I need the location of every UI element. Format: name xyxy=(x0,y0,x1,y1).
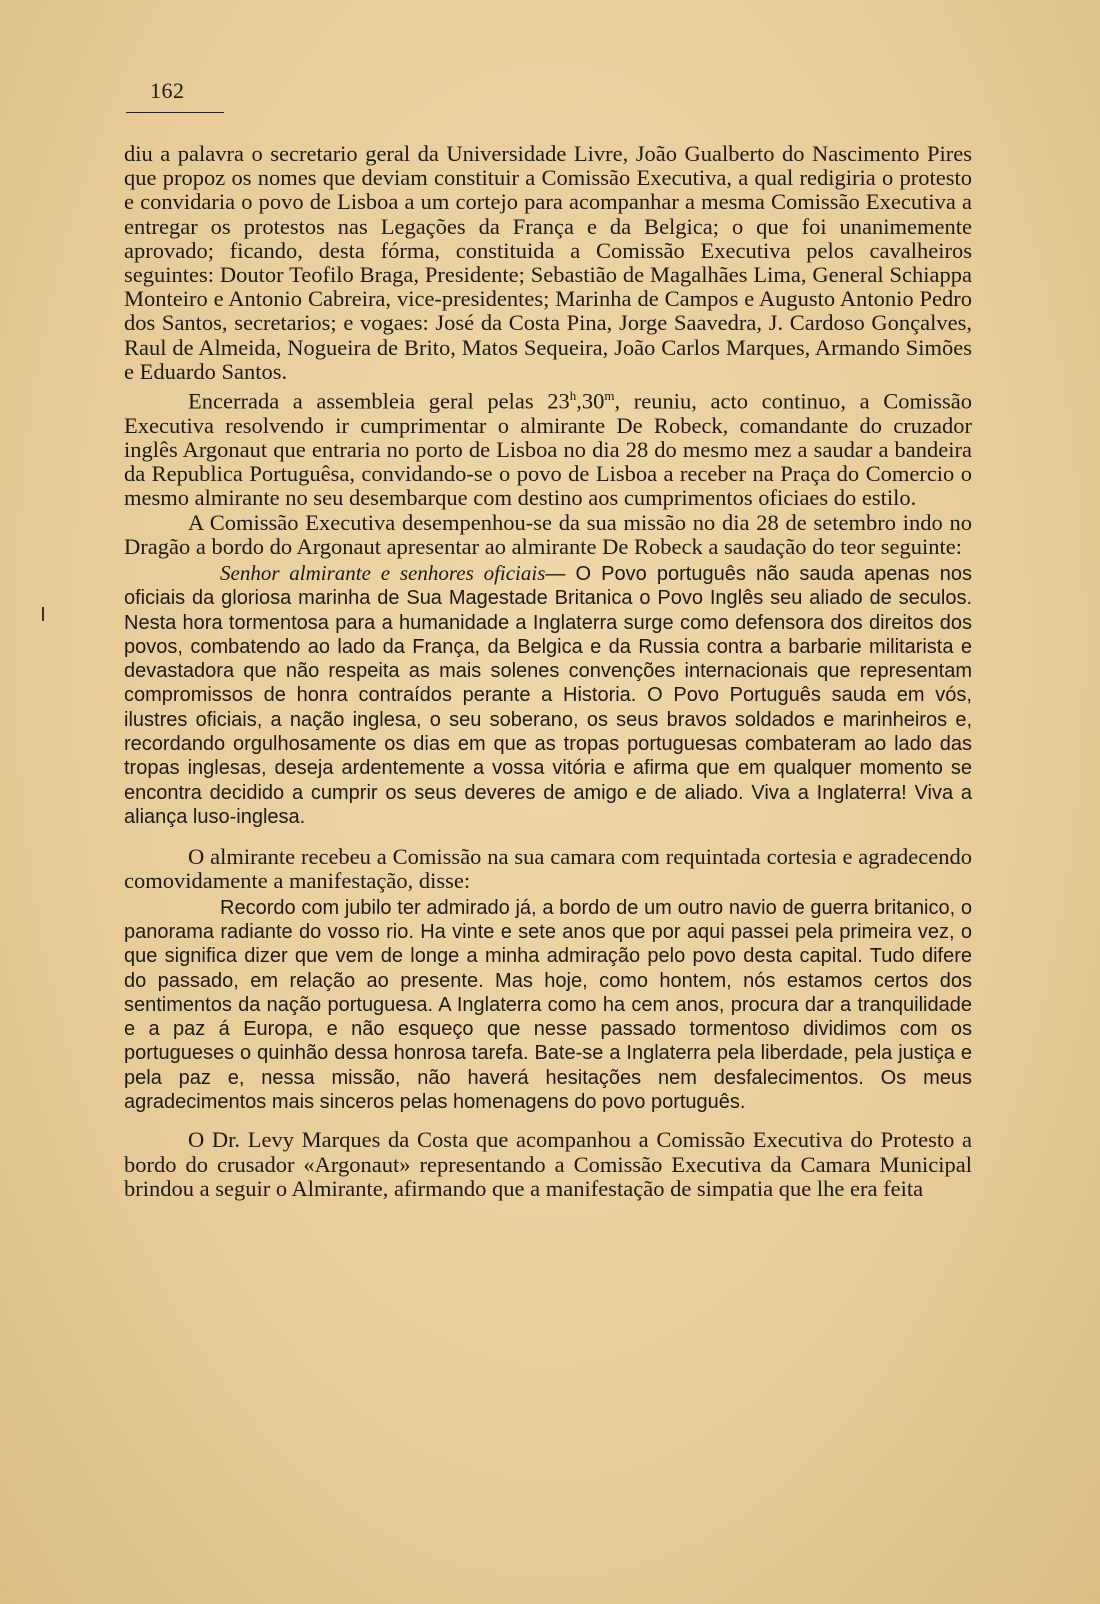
quote-admiral-speech: Recordo com jubilo ter admirado já, a bordo de um outro navio de guerra britanico, o panorama radiante do vosso rio. Ha vinte e sete anos que por aqui passei pela primeira vez, o que significa dizer que vem de longe a minha admiração pelo povo desta capital. Tudo difere do passado, em relação ao presente. Mas hoje, como hontem, nós estamos certos dos sentimentos da nação portuguesa. A Inglaterra como ha cem anos, procura dar a tranquilidade e a paz á Europa, e não esqueço que nesse passado tormentoso dividimos com os portugueses o quinhão dessa honrosa tarefa. Bate-se a Inglaterra pela liberdade, pela justiça e pela paz e, nessa missão, não haverá hesitações nem desfalecimentos. Os meus agradecimentos mais sinceros pelas homenagens do povo português. xyxy=(124,896,972,1113)
time-minutes: ,30 xyxy=(576,388,605,414)
paragraph-2 xyxy=(124,384,972,511)
page-body xyxy=(124,142,972,1201)
paragraph-4: O almirante recebeu a Comissão na sua camara com requintada cortesia e agradecendo comovidamente a manifestação, disse: xyxy=(124,844,972,894)
time-hours-unit: h xyxy=(569,388,577,404)
page-number-rule xyxy=(126,112,224,113)
paragraph-2-start: Encerrada a assembleia geral pelas 23 xyxy=(188,388,570,414)
paragraph-2-rest: , reuniu, acto continuo, a Comissão Executiva resolvendo ir cumprimentar o almirante De Robeck, comandante do cruzador inglês Argonaut que entraria no porto de Lisboa no dia 28 do mesmo mez a saudar a bandeira da Republica Portuguêsa, convidando-se o povo de Lisboa a receber na Praça do Comercio o mesmo almirante no seu desembarque com destino aos cumprimentos oficiaes do estilo. xyxy=(124,388,972,511)
quote-salutation xyxy=(124,561,972,829)
quote-salutation-opening: Senhor almirante e senhores oficiais xyxy=(220,560,546,585)
page-number: 162 xyxy=(150,78,185,103)
margin-mark xyxy=(42,607,44,621)
quote-salutation-text: — O Povo português não sauda apenas nos oficiais da gloriosa marinha de Sua Magestade Britanica o Povo Inglês seu aliado de seculos. Nesta hora tormentosa para a humanidade a Inglaterra surge como defensora dos direitos dos povos, combatendo ao lado da França, da Belgica e da Russia contra a barbarie militarista e devastadora que não respeita as mais solenes convenções internacionais que representam compromissos de honra contraídos perante a Historia. O Povo Português sauda em vós, ilustres oficiais, a nação inglesa, o seu soberano, os seus bravos soldados e marinheiros e, recordando orgulhosamente os dias em que as tropas portuguesas combateram ao lado das tropas inglesas, deseja ardentemente a vossa vitória e afirma que em qualquer momento se encontra decidido a cumprir os seus deveres de amigo e de aliado. Viva a Inglaterra! Viva a aliança luso-inglesa. xyxy=(124,562,973,828)
paragraph-1: diu a palavra o secretario geral da Universidade Livre, João Gualberto do Nascimento Pires que propoz os nomes que deviam constituir a Comissão Executiva, a qual redigiria o protesto e convidaria o povo de Lisboa a um cortejo para acompanhar a mesma Comissão Executiva a entregar os protestos nas Legações da França e da Belgica; o que foi unanimemente aprovado; ficando, desta fórma, constituida a Comissão Executiva pelos cavalheiros seguintes: Doutor Teofilo Braga, Presidente; Sebastião de Magalhães Lima, General Schiappa Monteiro e Antonio Cabreira, vice-presidentes; Marinha de Campos e Augusto Antonio Pedro dos Santos, secretarios; e vogaes: José da Costa Pina, Jorge Saavedra, J. Cardoso Gonçalves, Raul de Almeida, Nogueira de Brito, Matos Sequeira, João Carlos Marques, Armando Simões e Eduardo Santos. xyxy=(124,141,972,384)
paragraph-5: O Dr. Levy Marques da Costa que acompanhou a Comissão Executiva do Protesto a bordo do crusador «Argonaut» representando a Comissão Executiva da Camara Municipal brindou a seguir o Almirante, afirmando que a manifestação de simpatia que lhe era feita xyxy=(124,1127,972,1201)
paragraph-3: A Comissão Executiva desempenhou-se da sua missão no dia 28 de setembro indo no Dragão a bordo do Argonaut apresentar ao almirante De Robeck a saudação do teor seguinte: xyxy=(124,509,972,559)
time-minutes-unit: m xyxy=(604,388,615,404)
